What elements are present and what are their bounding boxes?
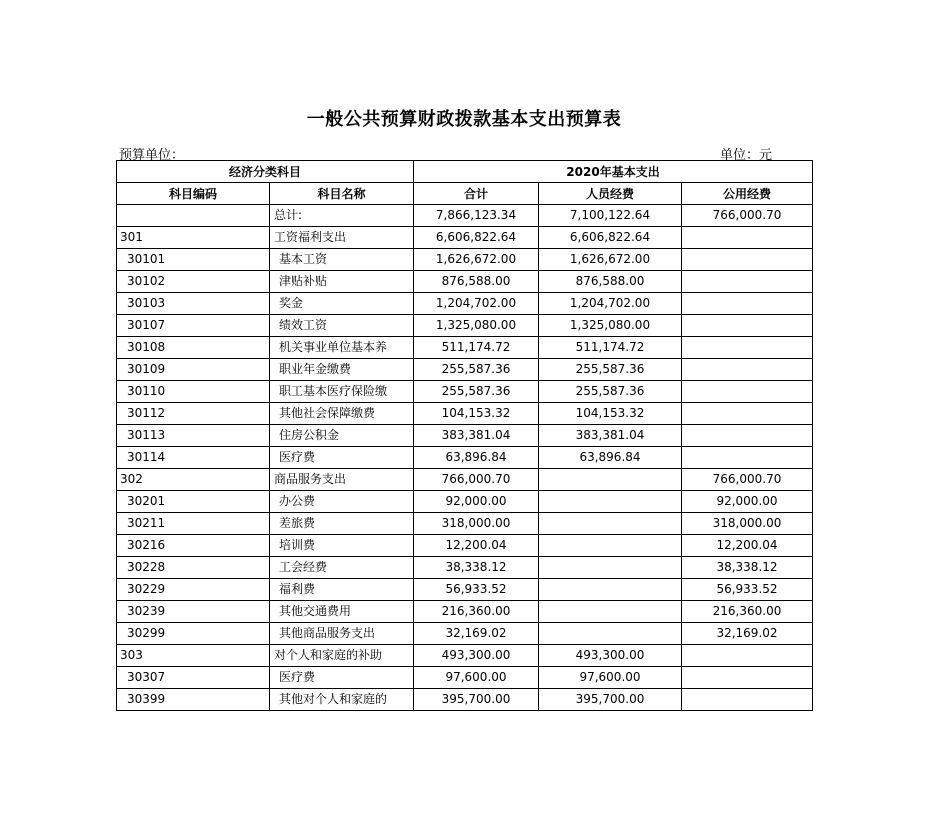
public-cell [682,689,813,711]
total-cell: 1,626,672.00 [414,249,539,271]
personnel-cell: 255,587.36 [539,359,682,381]
personnel-cell: 6,606,822.64 [539,227,682,249]
personnel-cell: 876,588.00 [539,271,682,293]
name-cell: 其他对个人和家庭的 [270,689,414,711]
personnel-cell: 63,896.84 [539,447,682,469]
code-cell: 30114 [117,447,270,469]
public-cell: 216,360.00 [682,601,813,623]
total-cell: 56,933.52 [414,579,539,601]
header-total: 合计 [414,183,539,205]
public-cell [682,667,813,689]
name-cell: 绩效工资 [270,315,414,337]
public-cell [682,249,813,271]
table-row [117,227,813,249]
public-cell [682,381,813,403]
header-econ-classification: 经济分类科目 [117,161,414,183]
total-cell: 7,866,123.34 [414,205,539,227]
header-code: 科目编码 [117,183,270,205]
name-cell: 职业年金缴费 [270,359,414,381]
total-cell: 97,600.00 [414,667,539,689]
code-cell: 30399 [117,689,270,711]
public-cell: 38,338.12 [682,557,813,579]
code-cell: 30113 [117,425,270,447]
code-cell: 302 [117,469,270,491]
name-cell: 机关事业单位基本养 [270,337,414,359]
name-cell: 总计: [270,205,414,227]
total-cell: 6,606,822.64 [414,227,539,249]
name-cell: 商品服务支出 [270,469,414,491]
total-cell: 104,153.32 [414,403,539,425]
code-cell: 30110 [117,381,270,403]
table-row [117,491,813,513]
table-row [117,271,813,293]
table-row [117,249,813,271]
public-cell: 92,000.00 [682,491,813,513]
public-cell: 766,000.70 [682,205,813,227]
name-cell: 职工基本医疗保险缴 [270,381,414,403]
code-cell: 30112 [117,403,270,425]
currency-unit-label: 单位：元 [720,148,773,163]
personnel-cell [539,491,682,513]
name-cell: 医疗费 [270,447,414,469]
total-cell: 255,587.36 [414,381,539,403]
name-cell: 其他交通费用 [270,601,414,623]
total-cell: 766,000.70 [414,469,539,491]
public-cell [682,337,813,359]
report-title: 一般公共预算财政拨款基本支出预算表 [306,109,622,130]
name-cell: 住房公积金 [270,425,414,447]
header-name: 科目名称 [270,183,414,205]
table-row [117,557,813,579]
name-cell: 培训费 [270,535,414,557]
personnel-cell [539,535,682,557]
public-cell: 318,000.00 [682,513,813,535]
table-row [117,535,813,557]
header-2020-basic-expenditure: 2020年基本支出 [414,161,813,183]
total-cell: 216,360.00 [414,601,539,623]
total-cell: 493,300.00 [414,645,539,667]
total-cell: 32,169.02 [414,623,539,645]
header-column-row [117,183,813,205]
total-cell: 38,338.12 [414,557,539,579]
public-cell [682,359,813,381]
code-cell: 30102 [117,271,270,293]
personnel-cell [539,601,682,623]
budget-table [116,160,813,711]
table-row [117,579,813,601]
name-cell: 其他社会保障缴费 [270,403,414,425]
name-cell: 医疗费 [270,667,414,689]
personnel-cell: 255,587.36 [539,381,682,403]
name-cell: 办公费 [270,491,414,513]
header-personnel: 人员经费 [539,183,682,205]
table-row [117,337,813,359]
code-cell [117,205,270,227]
total-cell: 395,700.00 [414,689,539,711]
table-row [117,315,813,337]
code-cell: 30299 [117,623,270,645]
personnel-cell [539,557,682,579]
personnel-cell: 1,626,672.00 [539,249,682,271]
personnel-cell: 493,300.00 [539,645,682,667]
public-cell [682,403,813,425]
personnel-cell [539,469,682,491]
total-cell: 92,000.00 [414,491,539,513]
code-cell: 30228 [117,557,270,579]
public-cell: 56,933.52 [682,579,813,601]
total-cell: 383,381.04 [414,425,539,447]
name-cell: 工资福利支出 [270,227,414,249]
personnel-cell [539,579,682,601]
public-cell: 12,200.04 [682,535,813,557]
code-cell: 301 [117,227,270,249]
table-row [117,293,813,315]
table-row [117,205,813,227]
table-row [117,667,813,689]
budget-unit-label: 预算单位： [119,148,185,163]
personnel-cell: 511,174.72 [539,337,682,359]
table-row [117,689,813,711]
table-row [117,601,813,623]
table-row [117,359,813,381]
total-cell: 318,000.00 [414,513,539,535]
code-cell: 30101 [117,249,270,271]
name-cell: 工会经费 [270,557,414,579]
code-cell: 30211 [117,513,270,535]
code-cell: 30239 [117,601,270,623]
public-cell [682,293,813,315]
personnel-cell [539,623,682,645]
personnel-cell: 7,100,122.64 [539,205,682,227]
total-cell: 511,174.72 [414,337,539,359]
code-cell: 30103 [117,293,270,315]
public-cell [682,425,813,447]
personnel-cell: 1,325,080.00 [539,315,682,337]
code-cell: 30108 [117,337,270,359]
name-cell: 奖金 [270,293,414,315]
name-cell: 津贴补贴 [270,271,414,293]
table-row [117,645,813,667]
table-row [117,469,813,491]
public-cell [682,315,813,337]
total-cell: 1,325,080.00 [414,315,539,337]
personnel-cell: 383,381.04 [539,425,682,447]
header-group-row [117,161,813,183]
code-cell: 303 [117,645,270,667]
table-row [117,513,813,535]
header-public: 公用经费 [682,183,813,205]
public-cell: 32,169.02 [682,623,813,645]
code-cell: 30107 [117,315,270,337]
code-cell: 30201 [117,491,270,513]
personnel-cell: 97,600.00 [539,667,682,689]
total-cell: 876,588.00 [414,271,539,293]
name-cell: 对个人和家庭的补助 [270,645,414,667]
code-cell: 30109 [117,359,270,381]
table-row [117,425,813,447]
code-cell: 30229 [117,579,270,601]
code-cell: 30307 [117,667,270,689]
table-row [117,403,813,425]
personnel-cell: 395,700.00 [539,689,682,711]
public-cell [682,645,813,667]
name-cell: 其他商品服务支出 [270,623,414,645]
name-cell: 福利费 [270,579,414,601]
personnel-cell [539,513,682,535]
total-cell: 1,204,702.00 [414,293,539,315]
total-cell: 255,587.36 [414,359,539,381]
table-row [117,447,813,469]
table-row [117,623,813,645]
total-cell: 63,896.84 [414,447,539,469]
public-cell: 766,000.70 [682,469,813,491]
public-cell [682,271,813,293]
public-cell [682,447,813,469]
table-row [117,381,813,403]
personnel-cell: 1,204,702.00 [539,293,682,315]
total-cell: 12,200.04 [414,535,539,557]
name-cell: 差旅费 [270,513,414,535]
personnel-cell: 104,153.32 [539,403,682,425]
public-cell [682,227,813,249]
name-cell: 基本工资 [270,249,414,271]
code-cell: 30216 [117,535,270,557]
